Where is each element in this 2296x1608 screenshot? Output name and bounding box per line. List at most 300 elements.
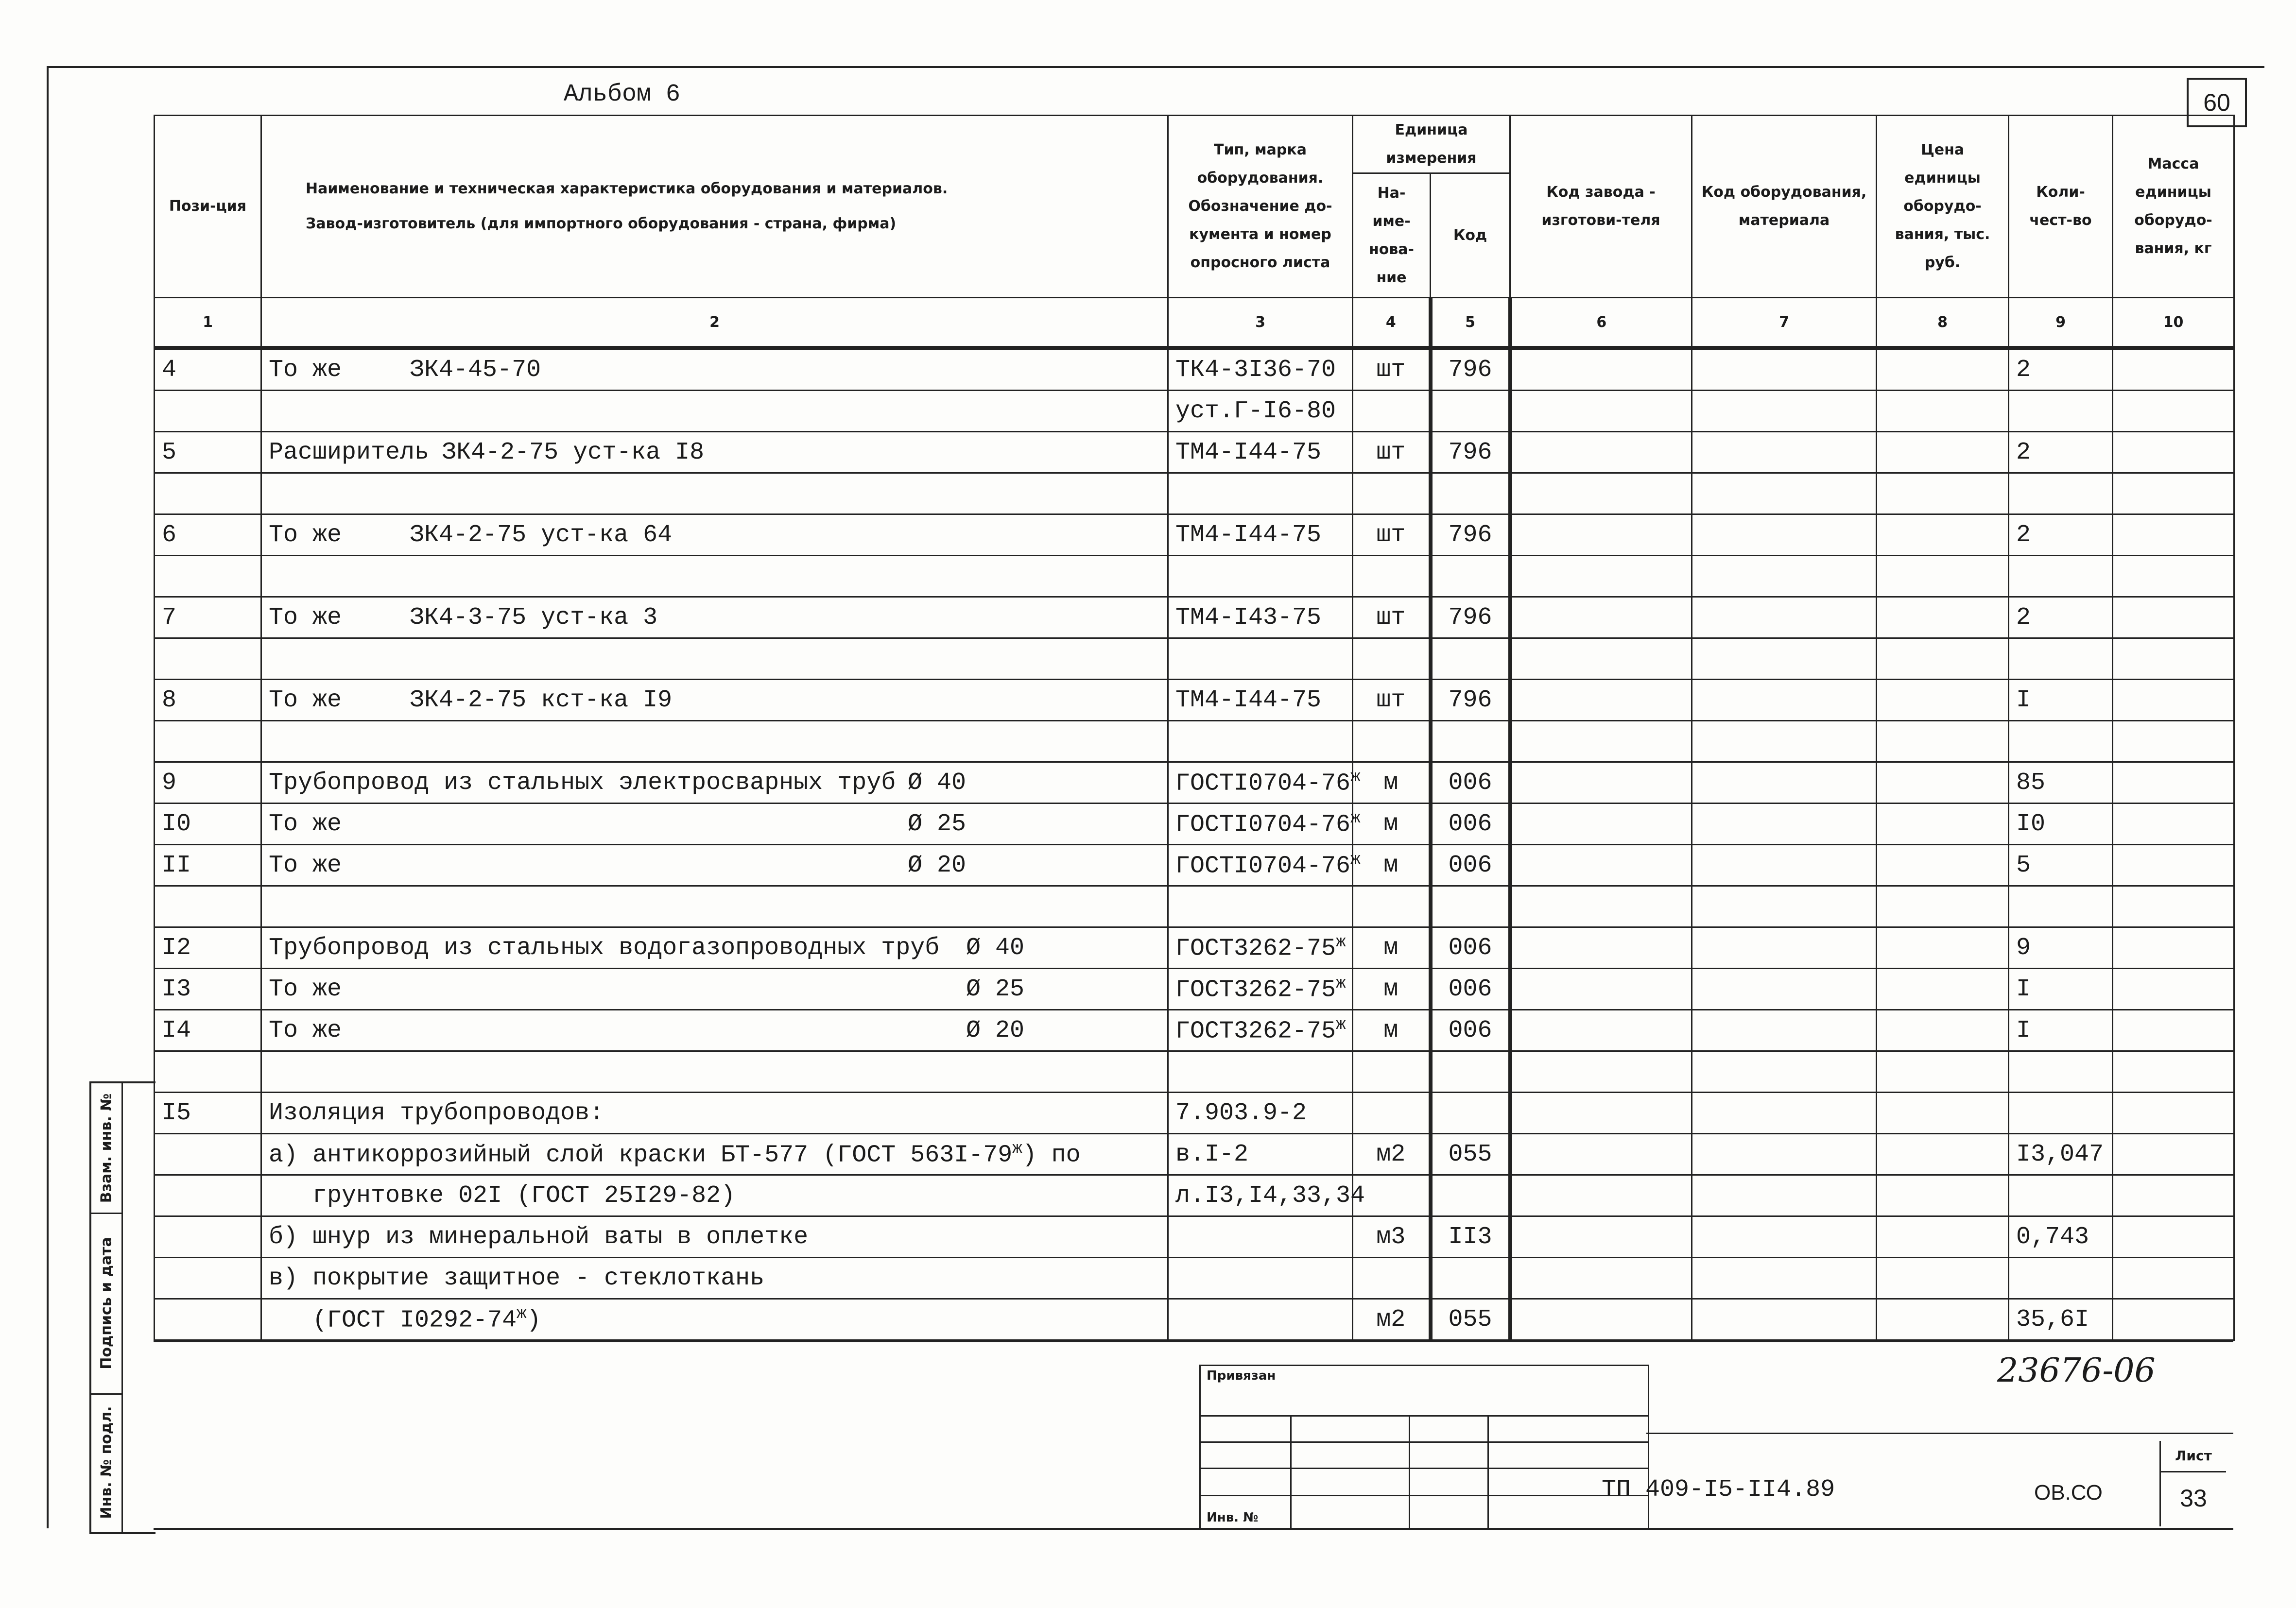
- quantity-cell: [2009, 514, 2113, 556]
- quantity-cell: [2009, 638, 2113, 680]
- side-stamp-divider: [121, 1083, 123, 1532]
- header-mass: Масса единицы оборудо-вания, кг: [2113, 116, 2234, 298]
- plant-code-cell: [1510, 1093, 1692, 1134]
- table-row: [155, 1258, 2234, 1299]
- type-designation: в.I-2: [1175, 1140, 1249, 1168]
- position: 8: [162, 686, 177, 714]
- quantity-cell: [2009, 721, 2113, 762]
- gost-mark: ж: [517, 1304, 527, 1323]
- mass-cell: [2113, 556, 2234, 597]
- equipment-code-cell: [1692, 1258, 1877, 1299]
- header-plant-code: Код завода - изготови-теля: [1510, 116, 1692, 298]
- unit-code: 796: [1448, 356, 1492, 384]
- price-cell: [1877, 680, 2009, 721]
- tied-row-line: [1201, 1365, 1648, 1366]
- price-cell: [1877, 556, 2009, 597]
- quantity: I: [2016, 1016, 2031, 1044]
- item-name: грунтовке 02I (ГОСТ 25I29-82): [269, 1181, 736, 1210]
- quantity: 85: [2016, 769, 2046, 797]
- name-cell: [261, 1175, 1168, 1216]
- name-cell: [261, 1216, 1168, 1258]
- quantity-cell: [2009, 927, 2113, 969]
- unit-code: 796: [1448, 686, 1492, 714]
- unit-name-cell: [1353, 638, 1431, 680]
- price-cell: [1877, 514, 2009, 556]
- gost-mark: ж: [1350, 768, 1361, 787]
- plant-code-cell: [1510, 473, 1692, 514]
- unit-name: м2: [1376, 1305, 1406, 1334]
- tied-inv-label: Инв. №: [1207, 1510, 1259, 1525]
- mass-cell: [2113, 969, 2234, 1010]
- table-row: [155, 1010, 2234, 1051]
- position-cell: [155, 1258, 261, 1299]
- item-spec: ЗК4-3-75 уст-ка 3: [410, 603, 658, 632]
- column-number: 8: [1877, 298, 2009, 348]
- type-cell: [1168, 845, 1361, 886]
- column-number: 6: [1510, 298, 1692, 348]
- table-row: [155, 845, 2234, 886]
- position: 9: [162, 769, 177, 797]
- position: I2: [162, 934, 191, 962]
- unit-code-cell: [1431, 1175, 1510, 1216]
- plant-code-cell: [1510, 556, 1692, 597]
- table-row: [155, 1134, 2234, 1175]
- name-cell: [261, 597, 1168, 638]
- unit-code: 055: [1448, 1305, 1492, 1334]
- unit-code: 006: [1448, 810, 1492, 838]
- position: 7: [162, 603, 177, 632]
- type-cell: [1168, 391, 1353, 432]
- type-designation: ТК4-3I36-70: [1175, 356, 1336, 384]
- mass-cell: [2113, 1134, 2234, 1175]
- type-cell: [1168, 680, 1353, 721]
- unit-name-cell: [1353, 473, 1431, 514]
- type-cell: [1168, 1175, 1365, 1216]
- quantity-cell: [2009, 762, 2113, 804]
- unit-code: II3: [1448, 1223, 1492, 1251]
- price-cell: [1877, 432, 2009, 473]
- column-number: 1: [155, 298, 261, 348]
- plant-code-cell: [1510, 638, 1692, 680]
- document-code: ТП 409-I5-II4.89: [1602, 1476, 1835, 1504]
- unit-name-cell: [1353, 804, 1431, 845]
- mass-cell: [2113, 845, 2234, 886]
- price-cell: [1877, 1299, 2009, 1340]
- unit-name-cell: [1353, 556, 1431, 597]
- header-quantity: Коли-чест-во: [2009, 116, 2113, 298]
- type-designation: ТМ4-I44-75: [1175, 686, 1322, 714]
- mass-cell: [2113, 514, 2234, 556]
- unit-code-cell: [1431, 638, 1510, 680]
- unit-code-cell: [1431, 597, 1510, 638]
- price-cell: [1877, 1258, 2009, 1299]
- item-name: То же: [269, 1016, 342, 1044]
- equipment-code-cell: [1692, 1299, 1877, 1340]
- position: I5: [162, 1099, 191, 1127]
- type-designation: ГОСТ3262-75: [1175, 1017, 1336, 1045]
- gost-mark: ж: [1336, 933, 1346, 952]
- item-spec: ЗК4-2-75 уст-ка 64: [410, 521, 673, 549]
- name-cell: [261, 845, 1168, 886]
- equipment-code-cell: [1692, 473, 1877, 514]
- name-cell: [261, 1299, 1168, 1340]
- sheet-number: 33: [2180, 1485, 2207, 1512]
- plant-code-cell: [1510, 1134, 1692, 1175]
- unit-name-cell: [1353, 680, 1431, 721]
- price-cell: [1877, 348, 2009, 391]
- unit-name: шт: [1376, 356, 1406, 384]
- mass-cell: [2113, 1010, 2234, 1051]
- position-cell: [155, 556, 261, 597]
- quantity-cell: [2009, 432, 2113, 473]
- type-designation: ТМ4-I44-75: [1175, 521, 1322, 549]
- column-number: 9: [2009, 298, 2113, 348]
- table-row: [155, 969, 2234, 1010]
- equipment-code-cell: [1692, 638, 1877, 680]
- price-cell: [1877, 597, 2009, 638]
- price-cell: [1877, 1216, 2009, 1258]
- table-row: [155, 1093, 2234, 1134]
- inv-podl-label: Инв. № подл.: [98, 1405, 115, 1519]
- equipment-code-cell: [1692, 514, 1877, 556]
- header-price: Цена единицы оборудо-вания, тыс. руб.: [1877, 116, 2009, 298]
- unit-name-cell: [1353, 597, 1431, 638]
- type-designation: уст.Г-I6-80: [1175, 397, 1336, 425]
- mass-cell: [2113, 1175, 2234, 1216]
- unit-name: шт: [1376, 686, 1406, 714]
- quantity: I0: [2016, 810, 2046, 838]
- unit-name-cell: [1353, 348, 1431, 391]
- position-cell: [155, 804, 261, 845]
- mass-cell: [2113, 927, 2234, 969]
- unit-code: 055: [1448, 1140, 1492, 1168]
- plant-code-cell: [1510, 927, 1692, 969]
- plant-code-cell: [1510, 348, 1692, 391]
- quantity: I: [2016, 975, 2031, 1003]
- unit-name: м: [1383, 851, 1398, 879]
- quantity-cell: [2009, 597, 2113, 638]
- plant-code-cell: [1510, 1051, 1692, 1093]
- position: 4: [162, 356, 177, 384]
- equipment-code-cell: [1692, 762, 1877, 804]
- type-designation: ТМ4-I43-75: [1175, 603, 1322, 632]
- type-cell: [1168, 1134, 1353, 1175]
- item-spec: ЗК4-2-75 уст-ка I8: [442, 438, 705, 466]
- position-cell: [155, 969, 261, 1010]
- unit-name-cell: [1353, 1299, 1431, 1340]
- equipment-code-cell: [1692, 1051, 1877, 1093]
- unit-code-cell: [1431, 1216, 1510, 1258]
- quantity-cell: [2009, 1258, 2113, 1299]
- type-cell: [1168, 473, 1353, 514]
- item-spec: ЗК4-45-70: [410, 356, 541, 384]
- position: I0: [162, 810, 191, 838]
- quantity: 2: [2016, 356, 2031, 384]
- unit-name-cell: [1353, 1051, 1431, 1093]
- tied-block: [1199, 1365, 1648, 1528]
- unit-code: 796: [1448, 438, 1492, 466]
- item-spec: Ø 20: [907, 851, 966, 879]
- gost-mark: ж: [1336, 1015, 1346, 1034]
- sheet-box: [2159, 1441, 2226, 1526]
- unit-code-cell: [1431, 391, 1510, 432]
- name-cell: [261, 514, 1168, 556]
- type-cell: [1168, 432, 1353, 473]
- quantity-cell: [2009, 556, 2113, 597]
- equipment-code-cell: [1692, 845, 1877, 886]
- type-cell: [1168, 721, 1353, 762]
- plant-code-cell: [1510, 391, 1692, 432]
- signature-date-label: Подпись и дата: [98, 1236, 115, 1369]
- name-cell: [261, 348, 1168, 391]
- unit-code-cell: [1431, 886, 1510, 927]
- quantity-cell: [2009, 804, 2113, 845]
- equipment-code-cell: [1692, 804, 1877, 845]
- item-name: То же: [269, 975, 342, 1003]
- unit-code-cell: [1431, 1134, 1510, 1175]
- equipment-code-cell: [1692, 391, 1877, 432]
- equipment-code-cell: [1692, 969, 1877, 1010]
- item-name: а) антикоррозийный слой краски БТ-577 (ГОСТ 563I-79: [269, 1141, 1013, 1169]
- unit-name-cell: [1353, 1216, 1431, 1258]
- plant-code-cell: [1510, 886, 1692, 927]
- unit-name: шт: [1376, 438, 1406, 466]
- type-cell: [1168, 1010, 1353, 1051]
- table-row: [155, 597, 2234, 638]
- price-cell: [1877, 721, 2009, 762]
- table-body: [155, 348, 2234, 1340]
- unit-name: м: [1383, 934, 1398, 962]
- equipment-code-cell: [1692, 680, 1877, 721]
- unit-name: шт: [1376, 603, 1406, 632]
- position-cell: [155, 680, 261, 721]
- item-spec: Ø 20: [966, 1016, 1024, 1044]
- item-name: То же: [269, 686, 342, 714]
- header-unit-name: На-име-нова-ние: [1353, 173, 1431, 298]
- item-name: (ГОСТ I0292-74: [269, 1306, 517, 1334]
- mass-cell: [2113, 721, 2234, 762]
- type-cell: [1168, 762, 1361, 804]
- position-cell: [155, 432, 261, 473]
- type-cell: [1168, 969, 1353, 1010]
- item-name: Изоляция трубопроводов:: [269, 1099, 604, 1127]
- equipment-code-cell: [1692, 721, 1877, 762]
- quantity-cell: [2009, 1175, 2113, 1216]
- quantity: 0,743: [2016, 1223, 2089, 1251]
- mass-cell: [2113, 348, 2234, 391]
- sheet-label: Лист: [2161, 1441, 2226, 1472]
- unit-code-cell: [1431, 473, 1510, 514]
- mass-cell: [2113, 1093, 2234, 1134]
- tied-label: Привязан: [1207, 1369, 1276, 1383]
- price-cell: [1877, 804, 2009, 845]
- mass-cell: [2113, 804, 2234, 845]
- header-name-line2: Завод-изготовитель (для импортного оборудования - страна, фирма): [306, 215, 897, 232]
- position-cell: [155, 1216, 261, 1258]
- equipment-code-cell: [1692, 432, 1877, 473]
- mass-cell: [2113, 432, 2234, 473]
- type-cell: [1168, 927, 1353, 969]
- position-cell: [155, 886, 261, 927]
- position-cell: [155, 1299, 261, 1340]
- table-row: [155, 1216, 2234, 1258]
- type-designation: л.I3,I4,33,34: [1175, 1181, 1365, 1210]
- tied-col-line: [1487, 1415, 1489, 1528]
- name-cell: [261, 1134, 1168, 1175]
- table-row: [155, 556, 2234, 597]
- price-cell: [1877, 1010, 2009, 1051]
- unit-name: м: [1383, 769, 1398, 797]
- tied-col-line: [1290, 1415, 1292, 1528]
- mass-cell: [2113, 473, 2234, 514]
- position-cell: [155, 514, 261, 556]
- unit-code-cell: [1431, 721, 1510, 762]
- quantity-cell: [2009, 1216, 2113, 1258]
- table-row: [155, 680, 2234, 721]
- page-number: 60: [2187, 78, 2247, 127]
- type-designation: ГОСТ3262-75: [1175, 976, 1336, 1004]
- column-number-row: [155, 298, 2234, 348]
- position-cell: [155, 597, 261, 638]
- position: II: [162, 851, 191, 879]
- quantity-cell: [2009, 473, 2113, 514]
- quantity-cell: [2009, 680, 2113, 721]
- quantity-cell: [2009, 1093, 2113, 1134]
- unit-name-cell: [1353, 432, 1431, 473]
- plant-code-cell: [1510, 597, 1692, 638]
- table-row: [155, 391, 2234, 432]
- document-section: ОВ.СО: [2034, 1481, 2103, 1505]
- name-cell: [261, 680, 1168, 721]
- quantity-cell: [2009, 886, 2113, 927]
- equipment-code-cell: [1692, 556, 1877, 597]
- column-number: 5: [1431, 298, 1510, 348]
- gost-mark: ж: [1336, 974, 1346, 993]
- type-designation: ТМ4-I44-75: [1175, 438, 1322, 466]
- unit-name-cell: [1353, 514, 1431, 556]
- quantity: 5: [2016, 851, 2031, 879]
- unit-name-cell: [1353, 927, 1431, 969]
- price-cell: [1877, 969, 2009, 1010]
- type-cell: [1168, 597, 1353, 638]
- type-designation: ГОСТ3262-75: [1175, 935, 1336, 963]
- name-cell: [261, 473, 1168, 514]
- item-name: б) шнур из минеральной ваты в оплетке: [269, 1223, 809, 1251]
- price-cell: [1877, 1134, 2009, 1175]
- equipment-code-cell: [1692, 1216, 1877, 1258]
- table-row: [155, 432, 2234, 473]
- price-cell: [1877, 638, 2009, 680]
- unit-code-cell: [1431, 969, 1510, 1010]
- unit-code: 006: [1448, 934, 1492, 962]
- header-name: [261, 116, 1168, 298]
- unit-name-cell: [1353, 886, 1431, 927]
- position: I3: [162, 975, 191, 1003]
- mass-cell: [2113, 886, 2234, 927]
- unit-name-cell: [1353, 721, 1431, 762]
- name-cell: [261, 1010, 1168, 1051]
- type-cell: [1168, 804, 1361, 845]
- plant-code-cell: [1510, 1216, 1692, 1258]
- unit-name-cell: [1353, 845, 1431, 886]
- type-designation: ГОСТI0704-76: [1175, 852, 1351, 880]
- unit-name: м: [1383, 975, 1398, 1003]
- plant-code-cell: [1510, 1175, 1692, 1216]
- position-cell: [155, 1134, 261, 1175]
- signature-date-cell: [91, 1213, 121, 1395]
- name-cell: [261, 556, 1168, 597]
- price-cell: [1877, 473, 2009, 514]
- position-cell: [155, 1175, 261, 1216]
- position-cell: [155, 348, 261, 391]
- item-name: Трубопровод из стальных электросварных труб: [269, 769, 896, 797]
- side-stamp: [89, 1081, 155, 1534]
- item-name: То же: [269, 603, 342, 632]
- column-number: 7: [1692, 298, 1877, 348]
- position-cell: [155, 845, 261, 886]
- quantity: I3,047: [2016, 1140, 2104, 1168]
- table-row: [155, 762, 2234, 804]
- unit-code-cell: [1431, 1093, 1510, 1134]
- mass-cell: [2113, 597, 2234, 638]
- position: I4: [162, 1016, 191, 1044]
- unit-code-cell: [1431, 804, 1510, 845]
- quantity: 35,6I: [2016, 1305, 2089, 1334]
- tied-row-line: [1201, 1495, 1648, 1496]
- table-row: [155, 1051, 2234, 1093]
- item-spec: ЗК4-2-75 кст-ка I9: [410, 686, 673, 714]
- plant-code-cell: [1510, 1258, 1692, 1299]
- unit-code-cell: [1431, 1258, 1510, 1299]
- type-cell: [1168, 556, 1353, 597]
- type-cell: [1168, 886, 1353, 927]
- item-spec: Ø 40: [966, 934, 1024, 962]
- equipment-code-cell: [1692, 348, 1877, 391]
- item-name: в) покрытие защитное - стеклоткань: [269, 1264, 765, 1292]
- mass-cell: [2113, 1051, 2234, 1093]
- tied-row-line: [1201, 1415, 1648, 1417]
- item-name: То же: [269, 810, 342, 838]
- unit-code: 006: [1448, 769, 1492, 797]
- item-name: Трубопровод из стальных водогазопроводных труб: [269, 934, 940, 962]
- equipment-code-cell: [1692, 597, 1877, 638]
- plant-code-cell: [1510, 1010, 1692, 1051]
- unit-code-cell: [1431, 680, 1510, 721]
- item-spec: Ø 25: [966, 975, 1024, 1003]
- position-cell: [155, 1051, 261, 1093]
- column-number: 10: [2113, 298, 2234, 348]
- unit-name-cell: [1353, 1258, 1431, 1299]
- unit-code-cell: [1431, 1299, 1510, 1340]
- name-cell: [261, 762, 1168, 804]
- position-cell: [155, 762, 261, 804]
- unit-name: м2: [1376, 1140, 1406, 1168]
- quantity-cell: [2009, 845, 2113, 886]
- unit-name: м: [1383, 1016, 1398, 1044]
- position-cell: [155, 473, 261, 514]
- table-row: [155, 721, 2234, 762]
- unit-code-cell: [1431, 514, 1510, 556]
- column-number: 2: [261, 298, 1168, 348]
- price-cell: [1877, 391, 2009, 432]
- mass-cell: [2113, 762, 2234, 804]
- type-designation: 7.903.9-2: [1175, 1099, 1307, 1127]
- table-row: [155, 638, 2234, 680]
- position-cell: [155, 391, 261, 432]
- unit-code: 006: [1448, 851, 1492, 879]
- vzam-inv-label: Взам. инв. №: [98, 1093, 115, 1203]
- price-cell: [1877, 1175, 2009, 1216]
